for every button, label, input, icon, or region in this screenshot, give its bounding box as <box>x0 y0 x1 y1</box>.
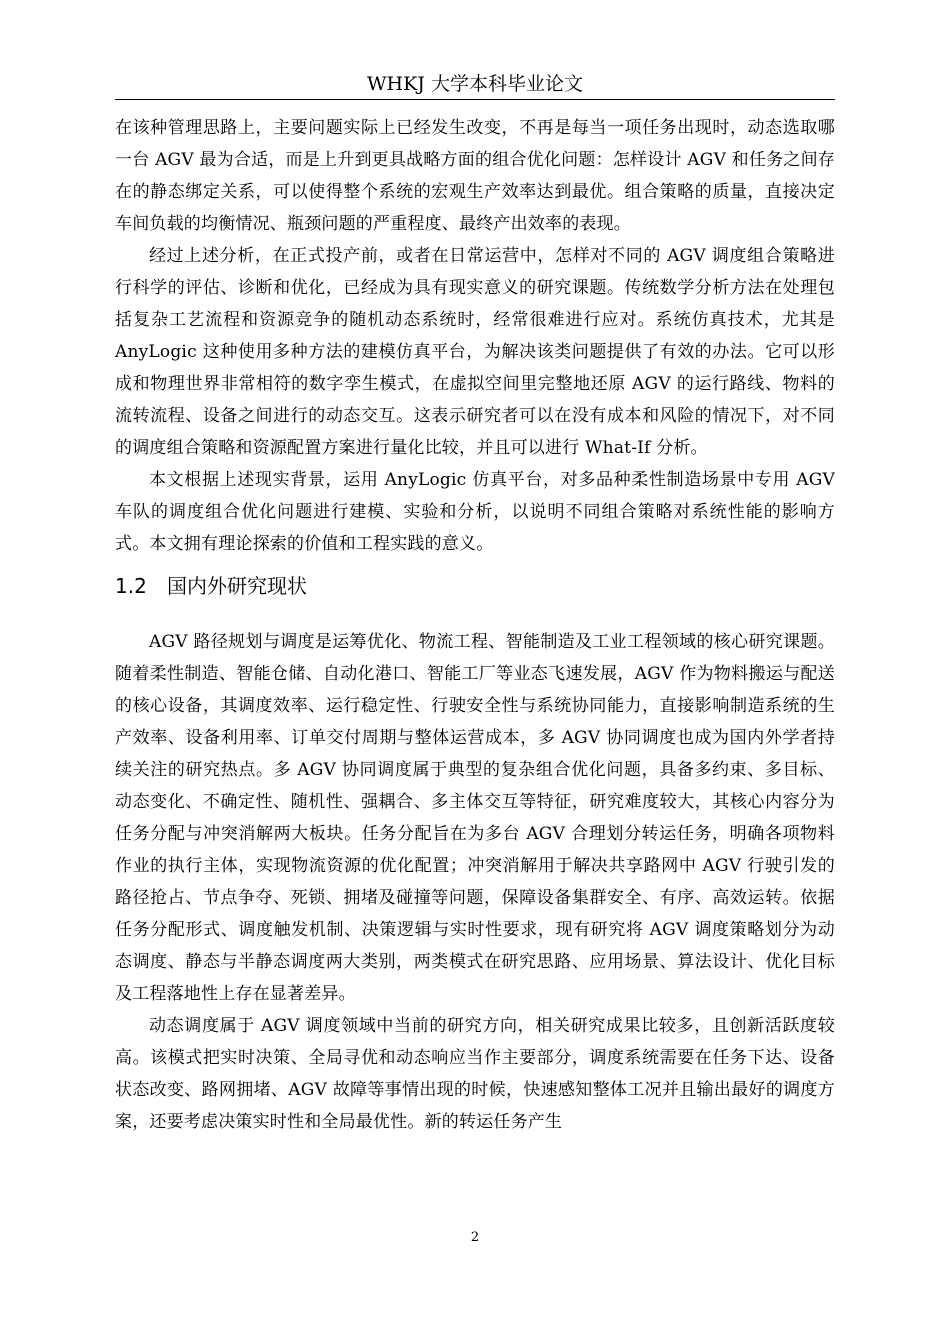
header-title: WHKJ 大学本科毕业论文 <box>367 73 583 95</box>
section-paragraph-1: AGV 路径规划与调度是运筹优化、物流工程、智能制造及工业工程领域的核心研究课题。随着柔性制造、智能仓储、自动化港口、智能工厂等业态飞速发展，AGV 作为物料搬运与配送的核心设备，其调度效率、运行稳定性、行驶安全性与系统协同能力，直接影响制造系统的生产效率、设备利用率、订单交付周期与整体运营成本，多 AGV 协同调度也成为国内外学者持续关注的研究热点。多 AGV 协同调度属于典型的复杂组合优化问题，具备多约束、多目标、动态变化、不确定性、随机性、强耦合、多主体交互等特征，研究难度较大，其核心内容分为任务分配与冲突消解两大板块。任务分配旨在为多台 AGV 合理划分转运任务，明确各项物料作业的执行主体，实现物流资源的优化配置；冲突消解用于解决共享路网中 AGV 行驶引发的路径抢占、节点争夺、死锁、拥堵及碰撞等问题，保障设备集群安全、有序、高效运转。依据任务分配形式、调度触发机制、决策逻辑与实时性要求，现有研究将 AGV 调度策略划分为动态调度、静态与半静态调度两大类别，两类模式在研究思路、应用场景、算法设计、优化目标及工程落地性上存在显著差异。 <box>115 632 835 1004</box>
page-header <box>115 70 835 98</box>
body-paragraph-2: 经过上述分析，在正式投产前，或者在日常运营中，怎样对不同的 AGV 调度组合策略进行科学的评估、诊断和优化，已经成为具有现实意义的研究课题。传统数学分析方法在处理包括复杂工艺流程和资源竞争的随机动态系统时，经常很难进行应对。系统仿真技术，尤其是 AnyLogic 这种使用多种方法的建模仿真平台，为解决该类问题提供了有效的办法。它可以形成和物理世界非常相符的数字孪生模式，在虚拟空间里完整地还原 AGV 的运行路线、物料的流转流程、设备之间进行的动态交互。这表示研究者可以在没有成本和风险的情况下，对不同的调度组合策略和资源配置方案进行量化比较，并且可以进行 What-If 分析。 <box>115 246 835 458</box>
header-divider <box>115 99 835 100</box>
section-number: 1.2 <box>115 574 147 598</box>
page-footer <box>115 1228 835 1248</box>
section-heading <box>115 568 835 604</box>
page-body <box>115 112 835 1138</box>
section-title: 国内外研究现状 <box>167 574 307 598</box>
page-number: 2 <box>470 1230 480 1245</box>
body-paragraph-1: 在该种管理思路上，主要问题实际上已经发生改变，不再是每当一项任务出现时，动态选取哪一台 AGV 最为合适，而是上升到更具战略方面的组合优化问题：怎样设计 AGV 和任务之间存在的静态绑定关系，可以使得整个系统的宏观生产效率达到最优。组合策略的质量，直接决定车间负载的均衡情况、瓶颈问题的严重程度、最终产出效率的表现。 <box>115 118 835 234</box>
section-paragraph-2: 动态调度属于 AGV 调度领域中当前的研究方向，相关研究成果比较多，且创新活跃度较高。该模式把实时决策、全局寻优和动态响应当作主要部分，调度系统需要在任务下达、设备状态改变、路网拥堵、AGV 故障等事情出现的时候，快速感知整体工况并且输出最好的调度方案，还要考虑决策实时性和全局最优性。新的转运任务产生 <box>115 1016 835 1132</box>
body-paragraph-3: 本文根据上述现实背景，运用 AnyLogic 仿真平台，对多品种柔性制造场景中专用 AGV 车队的调度组合优化问题进行建模、实验和分析，以说明不同组合策略对系统性能的影响方式。本文拥有理论探索的价值和工程实践的意义。 <box>115 470 835 554</box>
